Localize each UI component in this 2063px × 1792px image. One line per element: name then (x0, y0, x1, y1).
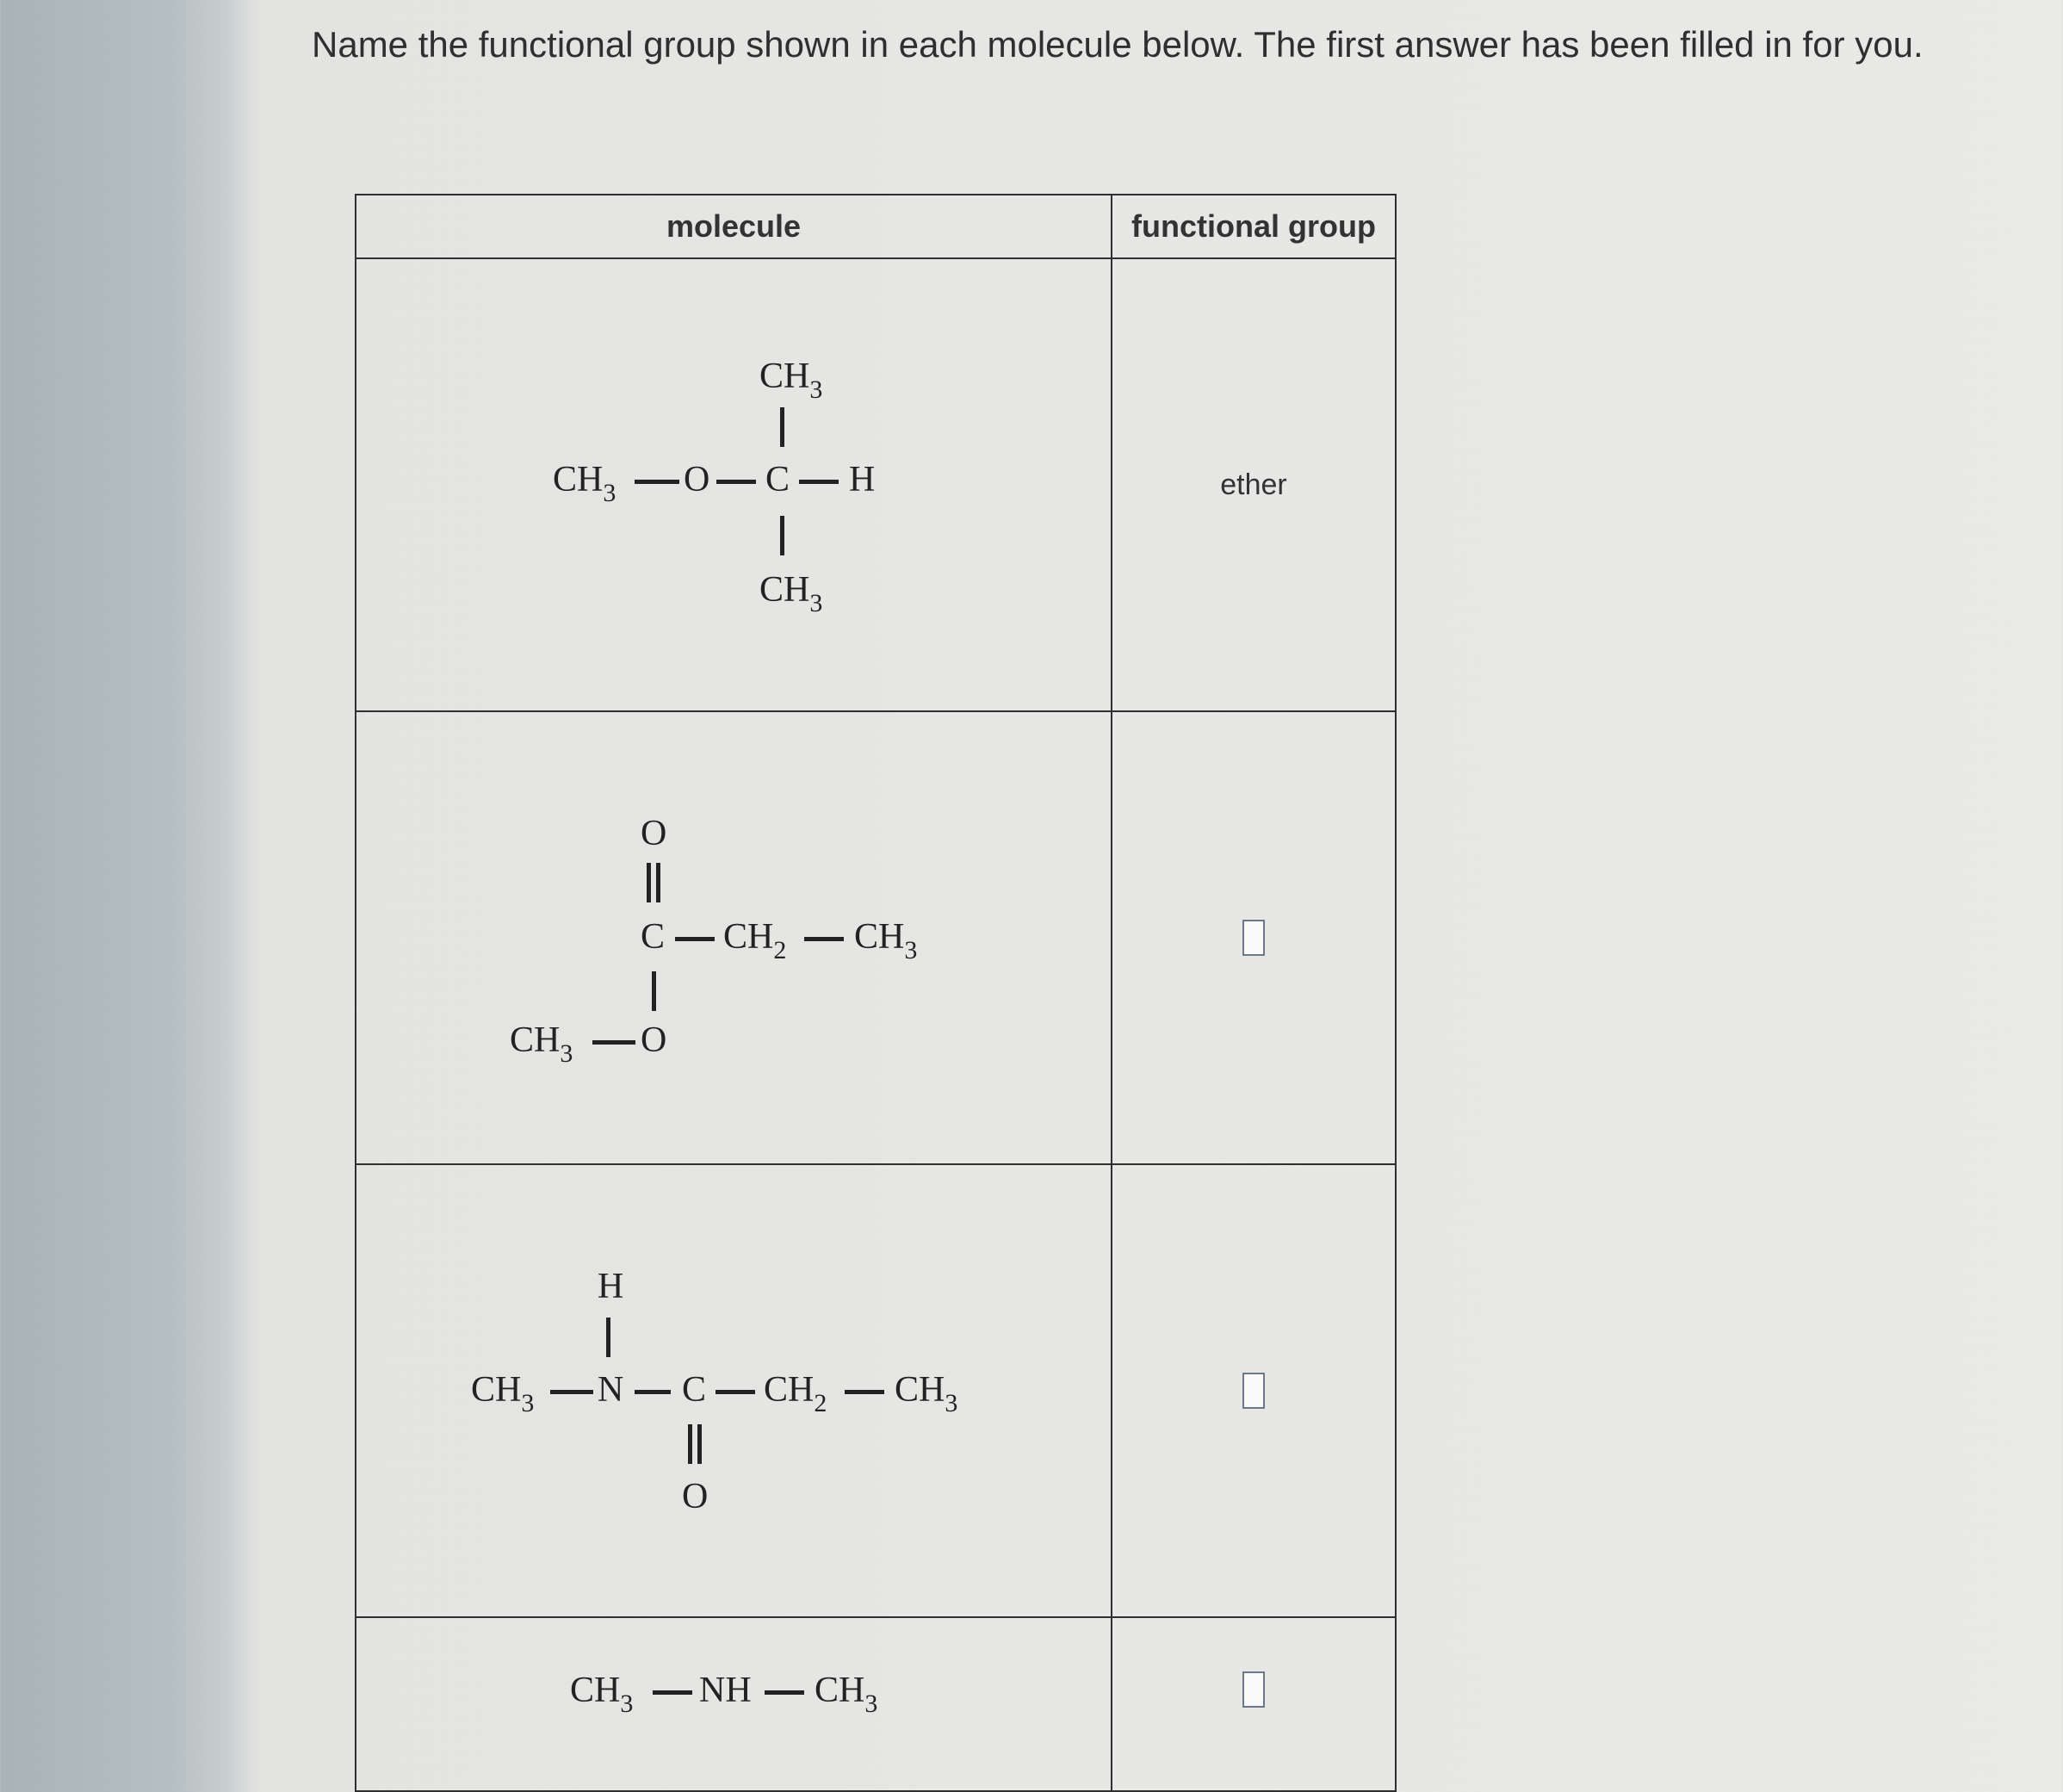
bond-ch2-ch3 (804, 937, 844, 941)
molecule-ester-structure (510, 813, 957, 1068)
bond-vertical-bottom (780, 516, 784, 555)
bond-o-c (716, 480, 756, 484)
table-row (356, 258, 1396, 711)
bond-vertical-top (780, 407, 784, 447)
answer-cell-2[interactable] (1112, 711, 1396, 1164)
atom-ch3-left: $CH_3$ (553, 460, 616, 507)
bond-ch3-o (592, 1040, 635, 1045)
molecule-cell-1 (356, 258, 1112, 711)
bond-ch3-nh (653, 1690, 692, 1695)
bond-ch3-n (550, 1390, 593, 1394)
atom-oxygen: O (684, 460, 710, 499)
atom-carbon: C (641, 917, 666, 957)
atom-carbon: C (765, 460, 790, 499)
bond-nh-ch3 (765, 1690, 804, 1695)
atom-oxygen-carbonyl: O (641, 814, 667, 853)
bond-ch2-ch3 (845, 1390, 884, 1394)
double-bond-line-1 (647, 863, 651, 902)
double-bond-line-2 (656, 863, 660, 902)
answer-input-4[interactable] (1242, 1671, 1265, 1708)
atom-ch3-right: $CH_3$ (854, 917, 918, 964)
atom-nitrogen: N (598, 1370, 624, 1410)
atom-ch3-bottom: $CH_3$ (759, 570, 823, 617)
header-row (356, 195, 1396, 258)
atom-carbon: C (682, 1370, 707, 1410)
atom-hydrogen: H (598, 1267, 624, 1306)
bond-n-c (635, 1390, 671, 1394)
answer-input-3[interactable] (1242, 1373, 1265, 1409)
atom-ch2: $CH_2$ (764, 1370, 827, 1417)
header-functional-group: functional group (1112, 195, 1396, 258)
bond-c-o (652, 971, 656, 1011)
molecule-cell-3 (356, 1164, 1112, 1617)
table-row (356, 711, 1396, 1164)
bond-n-h (606, 1318, 610, 1357)
answer-input-2[interactable] (1242, 920, 1265, 956)
atom-ch3-right: $CH_3$ (895, 1370, 958, 1417)
atom-ch3-left: $CH_3$ (510, 1020, 573, 1068)
molecule-amide-structure (471, 1266, 996, 1516)
atom-ch3-top: $CH_3$ (759, 357, 823, 404)
answer-ether: ether (1220, 468, 1287, 501)
double-bond-line-2 (697, 1424, 702, 1464)
table-row (356, 1164, 1396, 1617)
atom-oxygen-ester: O (641, 1020, 667, 1060)
atom-ch2: $CH_2$ (723, 917, 787, 964)
atom-hydrogen: H (849, 460, 876, 499)
instruction-text: Name the functional group shown in each molecule below. The first answer has been filled in for you. (312, 24, 1924, 65)
double-bond-line-1 (688, 1424, 692, 1464)
bond-ch3-o (635, 480, 679, 484)
molecule-amine-structure (570, 1670, 897, 1730)
molecule-cell-2 (356, 711, 1112, 1164)
bond-c-ch2 (675, 937, 715, 941)
molecule-ether-structure (544, 356, 923, 617)
bond-c-h (799, 480, 839, 484)
answer-cell-1 (1112, 258, 1396, 711)
atom-nh: NH (699, 1671, 752, 1710)
atom-ch3-right: $CH_3$ (815, 1671, 878, 1718)
atom-oxygen: O (682, 1477, 709, 1516)
atom-ch3-left: $CH_3$ (471, 1370, 535, 1417)
answer-cell-3[interactable] (1112, 1164, 1396, 1617)
atom-ch3-left: $CH_3$ (570, 1671, 634, 1718)
functional-group-table (355, 194, 1397, 1792)
bond-c-ch2 (716, 1390, 755, 1394)
header-molecule: molecule (356, 195, 1112, 258)
